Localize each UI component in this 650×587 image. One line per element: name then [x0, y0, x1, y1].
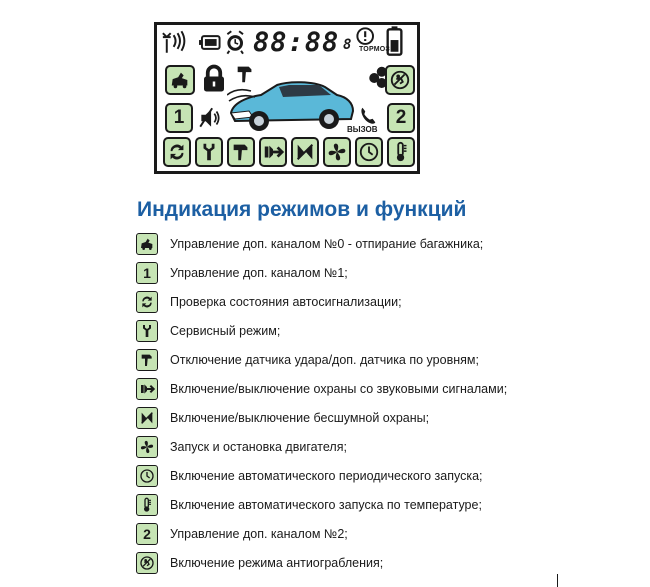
legend-item: [136, 435, 507, 458]
lcd-small-digit: 8: [343, 37, 352, 53]
legend-icon-box: [136, 494, 158, 516]
legend-text: Управление доп. каналом №0 - отпирание багажника;: [170, 236, 484, 251]
call-phone-icon: [357, 105, 379, 127]
arm-silent-icon: [294, 141, 316, 163]
wrench-icon: [139, 323, 155, 339]
lcd-service-button: [195, 137, 223, 167]
legend-item: [136, 464, 507, 487]
lcd-anti-hijack-button: [385, 65, 415, 95]
brake-warning-icon: [357, 28, 373, 44]
status-check-icon: [166, 141, 188, 163]
legend-text: Запуск и остановка двигателя;: [170, 439, 347, 454]
fan-icon: [139, 439, 155, 455]
thermometer-icon: [390, 141, 412, 163]
legend-item: [136, 348, 507, 371]
legend-icon-box: [136, 523, 158, 545]
legend-item: [136, 522, 507, 545]
legend-icon-box: [136, 291, 158, 313]
legend-icon-box: [136, 233, 158, 255]
antenna-icon: [163, 31, 185, 53]
legend-item: [136, 319, 507, 342]
brake-label: ТОРМОЗ: [359, 46, 390, 53]
trunk-icon: [139, 236, 155, 252]
legend-text: Включение автоматического периодического запуска;: [170, 468, 483, 483]
legend-text: Включение/выключение бесшумной охраны;: [170, 410, 430, 425]
section-title: Индикация режимов и функций: [137, 198, 467, 221]
legend-icon-box: [136, 349, 158, 371]
lcd-temp-button: [387, 137, 415, 167]
legend-icon-box: [136, 552, 158, 574]
arm-sound-icon: [262, 141, 284, 163]
arm-silent-icon: [139, 410, 155, 426]
lcd-trunk-button: [165, 65, 195, 95]
fan-icon: [326, 141, 348, 163]
legend-list: [136, 232, 507, 580]
thermometer-icon: [139, 497, 155, 513]
wrench-icon: [198, 141, 220, 163]
legend-text: Сервисный режим;: [170, 323, 281, 338]
lcd-arm-sound-button: [259, 137, 287, 167]
lcd-arm-silent-button: [291, 137, 319, 167]
legend-text: Включение автоматического запуска по температуре;: [170, 497, 482, 512]
legend-item: [136, 406, 507, 429]
lcd-channel-1-button: 1: [165, 103, 193, 133]
lock-icon: [199, 63, 229, 95]
channel-2-icon: 2: [143, 525, 151, 542]
clock-icon: [358, 141, 380, 163]
legend-icon-box: [136, 378, 158, 400]
legend-item: [136, 493, 507, 516]
legend-item: [136, 232, 507, 255]
arm-sound-icon: [139, 381, 155, 397]
legend-item: [136, 377, 507, 400]
legend-icon-box: [136, 320, 158, 342]
hammer-icon: [230, 141, 252, 163]
lcd-engine-button: [323, 137, 351, 167]
legend-text: Включение режима антиограбления;: [170, 555, 384, 570]
legend-item: [136, 551, 507, 574]
legend-icon-box: [136, 436, 158, 458]
lcd-channel-2-button: 2: [387, 103, 415, 133]
legend-text: Управление доп. каналом №1;: [170, 265, 348, 280]
call-label: ВЫЗОВ: [347, 125, 378, 134]
channel-1-icon: 1: [143, 264, 151, 281]
hammer-icon: [139, 352, 155, 368]
legend-icon-box: [136, 262, 158, 284]
lcd-shock-button: [227, 137, 255, 167]
legend-icon-box: [136, 407, 158, 429]
anti-hijack-icon: [139, 555, 155, 571]
trunk-icon: [169, 69, 191, 91]
legend-text: Отключение датчика удара/доп. датчика по уровням;: [170, 352, 479, 367]
lcd-status-button: [163, 137, 191, 167]
status-check-icon: [139, 294, 155, 310]
car-illustration: [227, 73, 357, 135]
anti-hijack-icon: [389, 69, 411, 91]
lcd-time-digits: 88:88: [253, 27, 340, 58]
alarm-clock-icon: [227, 31, 243, 53]
legend-text: Включение/выключение охраны со звуковыми сигналами;: [170, 381, 508, 396]
legend-text: Проверка состояния автосигнализации;: [170, 294, 402, 309]
remote-battery-icon: [199, 36, 220, 49]
sound-off-icon: [197, 105, 223, 131]
legend-text: Управление доп. каналом №2;: [170, 526, 348, 541]
lcd-display: [154, 22, 420, 174]
page-edge-mark: [557, 574, 558, 587]
legend-item: [136, 261, 507, 284]
legend-icon-box: [136, 465, 158, 487]
lcd-timer-button: [355, 137, 383, 167]
clock-icon: [139, 468, 155, 484]
legend-item: [136, 290, 507, 313]
